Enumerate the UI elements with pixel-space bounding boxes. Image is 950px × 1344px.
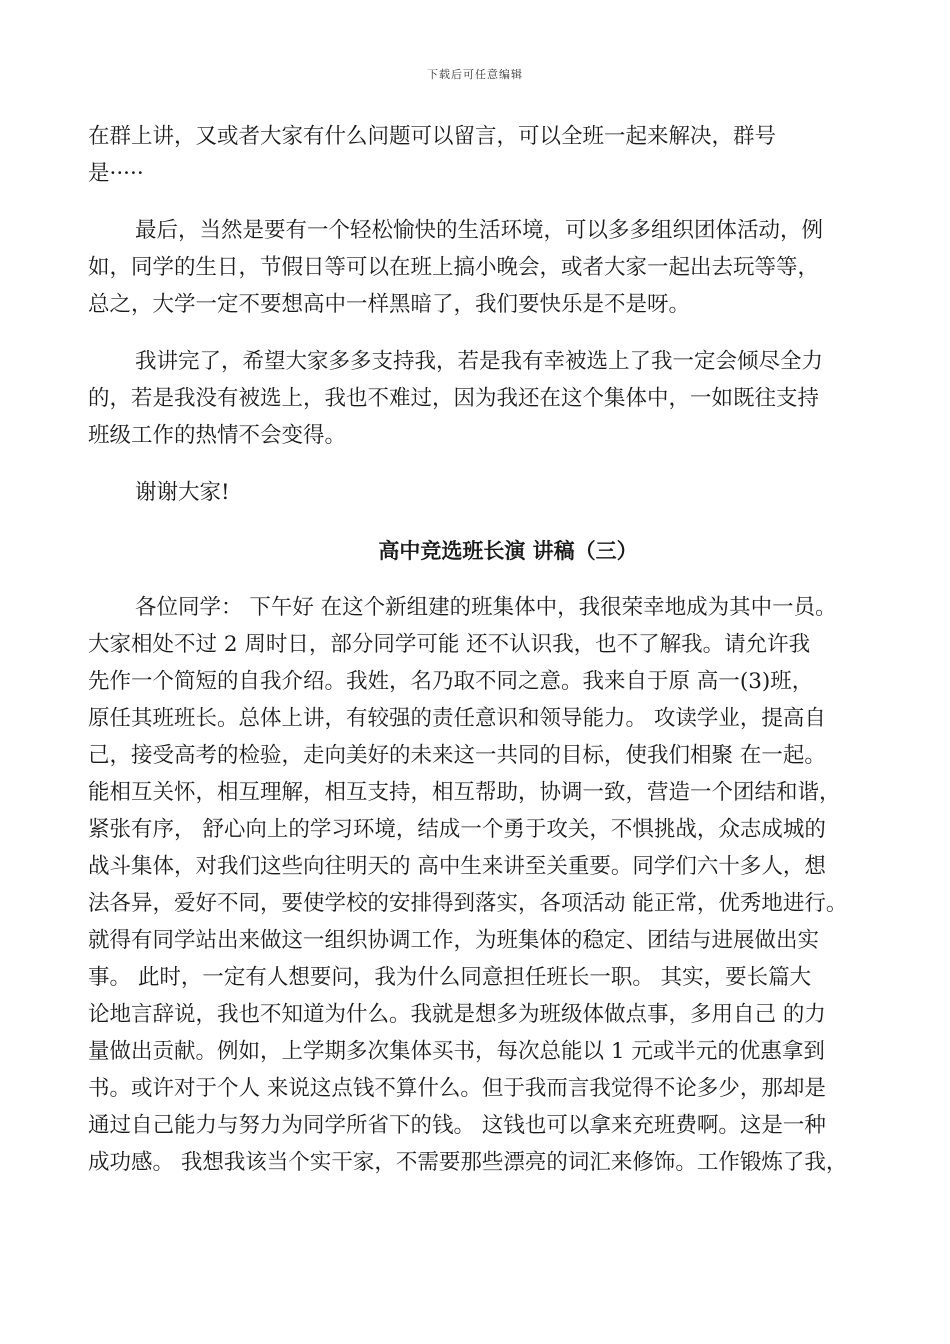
text-line: 己，接受高考的检验，走向美好的未来这一共同的目标，使我们相聚 在一起。 — [88, 743, 826, 768]
text-line: 能相互关怀，相互理解，相互支持，相互帮助，协调一致，营造一个团结和谐， — [88, 780, 841, 805]
paragraph-speech-three — [88, 589, 868, 1181]
text-line: 论地言辞说，我也不知道为什么。我就是想多为班级体做点事，多用自己 的力 — [88, 1002, 826, 1027]
text-line: 量做出贡献。例如，上学期多次集体买书，每次总能以 1 元或半元的优惠拿到 — [88, 1039, 825, 1064]
text-line: 是····· — [88, 161, 144, 186]
text-line: 总之，大学一定不要想高中一样黑暗了，我们要快乐是不是呀。 — [88, 292, 691, 317]
section-title-wrap — [88, 533, 868, 569]
text-line: 紧张有序， 舒心向上的学习环境，结成一个勇于攻关，不惧挑战，众志成城的 — [88, 817, 826, 842]
text-line: 在群上讲，又或者大家有什么问题可以留言，可以全班一起来解决，群号 — [88, 124, 777, 149]
text-line: 我讲完了，希望大家多多支持我，若是我有幸被选上了我一定会倾尽全力 — [135, 349, 824, 374]
text-line: 原任其班班长。总体上讲，有较强的责任意识和领导能力。 攻读学业，提高自 — [88, 706, 826, 731]
paragraph-thanks — [88, 474, 868, 511]
text-line: 各位同学： 下午好 在这个新组建的班集体中，我很荣幸地成为其中一员。 — [135, 595, 837, 620]
text-line: 如，同学的生日，节假日等可以在班上搞小晚会，或者大家一起出去玩等等， — [88, 255, 820, 280]
text-line: 的，若是我没有被选上，我也不难过，因为我还在这个集体中，一如既往支持 — [88, 386, 820, 411]
text-line: 谢谢大家! — [135, 480, 230, 505]
text-line: 通过自己能力与努力为同学所省下的钱。 这钱也可以拿来充班费啊。这是一种 — [88, 1113, 826, 1138]
text-line: 事。 此时，一定有人想要问，我为什么同意担任班长一职。 其实，要长篇大 — [88, 965, 812, 990]
text-line: 法各异，爱好不同，要使学校的安排得到落实，各项活动 能正常，优秀地进行。 — [88, 891, 848, 916]
text-line: 最后，当然是要有一个轻松愉快的生活环境，可以多多组织团体活动，例 — [135, 218, 824, 243]
text-line: 就得有同学站出来做这一组织协调工作，为班集体的稳定、团结与进展做出实 — [88, 928, 820, 953]
text-line: 班级工作的热情不会变得。 — [88, 423, 347, 448]
paragraph-closing — [88, 343, 868, 454]
text-line: 书。或许对于个人 来说这点钱不算什么。但于我而言我觉得不论多少，那却是 — [88, 1076, 826, 1101]
document-body — [88, 118, 868, 1181]
page-header-note: 下载后可任意编辑 — [427, 68, 523, 81]
paragraph-environment — [88, 212, 868, 323]
text-line: 战斗集体，对我们这些向往明天的 高中生来讲至关重要。同学们六十多人，想 — [88, 854, 826, 879]
text-line: 成功感。 我想我该当个实干家，不需要那些漂亮的词汇来修饰。工作锻炼了我， — [88, 1150, 848, 1175]
text-line: 大家相处不过 2 周时日，部分同学可能 还不认识我，也不了解我。请允许我 — [88, 632, 811, 657]
section-title: 高中竞选班长演 讲稿（三） — [378, 538, 638, 563]
text-line: 先作一个简短的自我介绍。我姓，名乃取不同之意。我来自于原 高一(3)班， — [88, 669, 814, 694]
paragraph-group-chat — [88, 118, 868, 192]
